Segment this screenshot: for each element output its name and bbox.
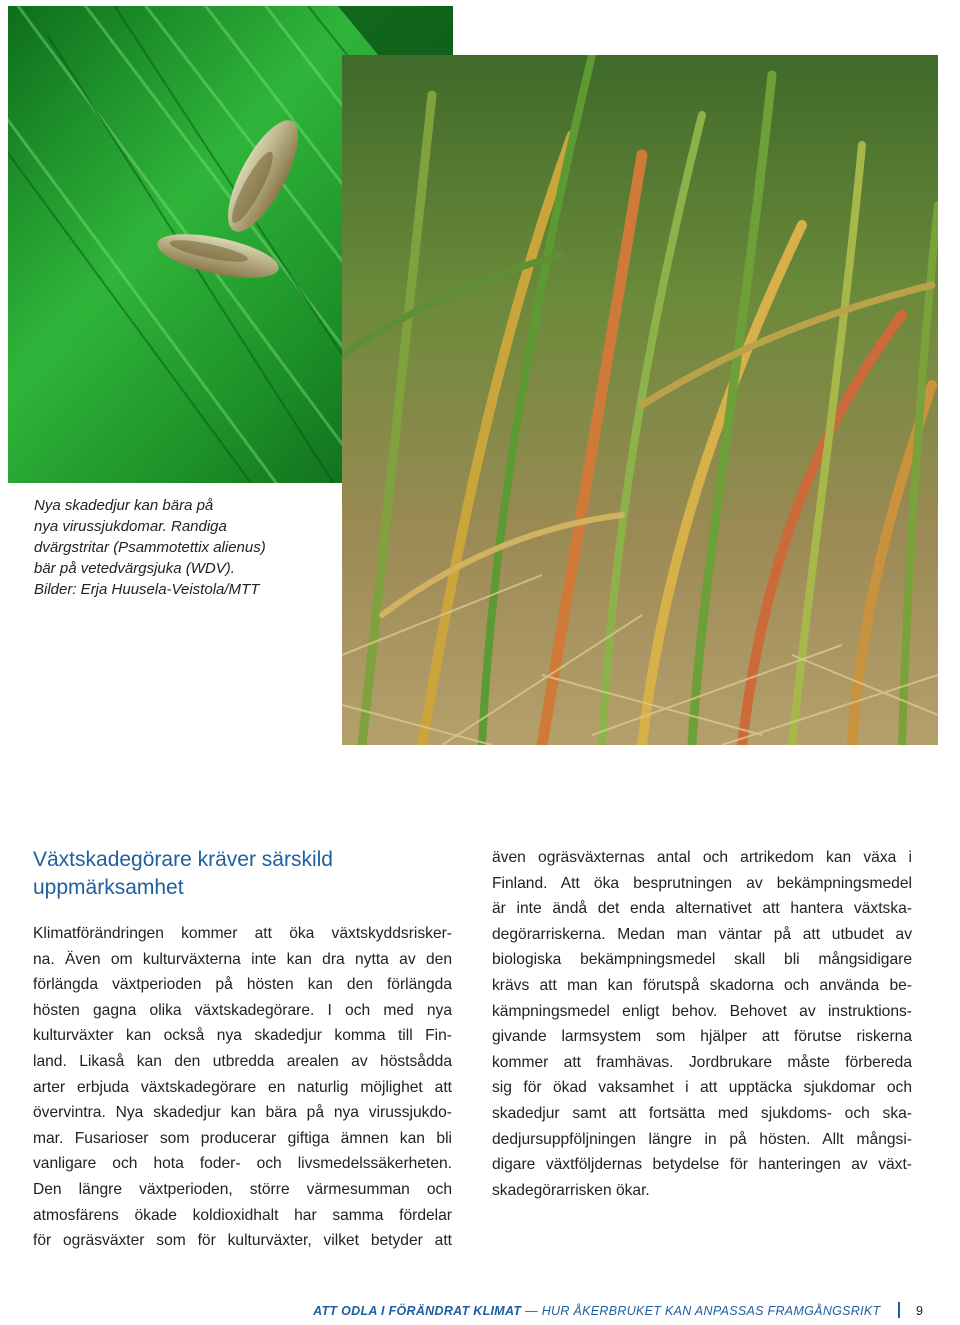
photo-wheat-field-dwarf-disease: [342, 55, 938, 745]
body-line: övervintra. Nya skadedjur kan bära på nya virussjukdo-: [33, 1104, 452, 1122]
heading-line: Växtskadegörare kräver särskild: [33, 848, 333, 871]
body-line: även ogräsväxternas antal och artrikedom kan växa i: [492, 849, 912, 866]
body-line: digare växtföljdernas betydelse för hanteringen av växt-: [492, 1156, 912, 1174]
body-line: sig för ökad vaksamhet i att upptäcka sjukdomar och: [492, 1079, 912, 1097]
body-line: Finland. Att öka besprutningen av bekämpningsmedel: [492, 874, 912, 892]
body-line: na. Även om kulturväxterna inte kan dra nytta av den: [33, 950, 452, 968]
body-line: dedjursuppföljningen längre in på hösten. Allt mångsi-: [492, 1130, 912, 1148]
body-text-right-column: [492, 845, 912, 1203]
body-line: land. Likaså kan den utbredda arealen av höstsådda: [33, 1052, 452, 1070]
body-line: förlängda växtperioden på hösten kan den förlängda: [33, 976, 452, 994]
caption-line: dvärgstritar (Psammotettix alienus): [34, 539, 266, 556]
body-line: skadegörarrisken ökar.: [492, 1181, 650, 1199]
body-line: kämpningsmedel enligt behov. Behovet av instruktions-: [492, 1002, 912, 1020]
body-line: degörarriskerna. Medan man väntar på att utbudet av: [492, 925, 912, 943]
caption-line: Nya skadedjur kan bära på: [34, 497, 214, 514]
body-line: för ogräsväxter som för kulturväxter, vilket betyder att: [33, 1232, 452, 1250]
caption-line: bär på vetedvärgsjuka (WDV).: [34, 560, 235, 577]
body-line: mar. Fusarioser som producerar giftiga ämnen kan bli: [33, 1129, 452, 1147]
body-line: Klimatförändringen kommer att öka växtskyddsrisker-: [33, 925, 452, 942]
body-line: vanligare och hota foder- och livsmedelssäkerheten.: [33, 1155, 452, 1173]
footer-separator: [898, 1302, 900, 1318]
footer-title: ATT ODLA I FÖRÄNDRAT KLIMAT: [313, 1304, 522, 1318]
heading-line: uppmärksamhet: [33, 876, 184, 899]
footer-dash: —: [525, 1304, 538, 1318]
footer-running-title: [313, 1302, 923, 1318]
body-line: kommer att framhävas. Jordbrukare måste förbereda: [492, 1053, 912, 1071]
body-line: kulturväxter kan också nya skadedjur komma till Fin-: [33, 1027, 452, 1045]
body-line: givande larmsystem som hjälper att förutse riskerna: [492, 1028, 912, 1046]
body-line: hösten gagna olika växtskadegörare. I och med nya: [33, 1001, 452, 1019]
page-number: 9: [916, 1304, 923, 1318]
body-line: är inte ändå det enda alternativet att hantera växtska-: [492, 900, 912, 918]
body-line: arter erbjuda växtskadegörare en naturlig möjlighet att: [33, 1078, 452, 1096]
footer-subtitle: HUR ÅKERBRUKET KAN ANPASSAS FRAMGÅNGSRIKT: [541, 1304, 881, 1318]
wheat-field-photo-graphic: [342, 55, 938, 745]
body-line: skadedjur samt att fortsätta med sjukdoms- och ska-: [492, 1104, 912, 1122]
page-footer: [0, 1298, 960, 1322]
body-line: krävs att man kan förutspå skadorna och använda be-: [492, 976, 912, 994]
section-heading: [33, 846, 453, 902]
body-line: Den längre växtperioden, större värmesumman och: [33, 1180, 452, 1198]
caption-line: Bilder: Erja Huusela-Veistola/MTT: [34, 581, 260, 598]
body-text-left-column: [33, 921, 452, 1254]
caption-line: nya virussjukdomar. Randiga: [34, 518, 227, 535]
body-line: biologiska bekämpningsmedel skall bli mångsidigare: [492, 951, 912, 969]
body-line: atmosfärens ökade koldioxidhalt har samma fördelar: [33, 1206, 452, 1224]
photo-caption: [34, 495, 314, 600]
